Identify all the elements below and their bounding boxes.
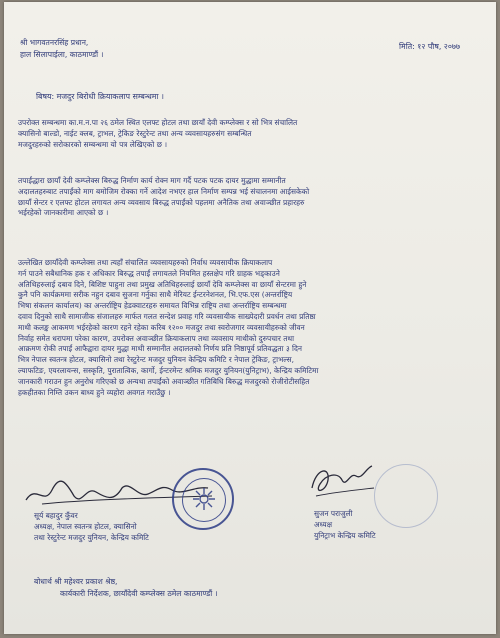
paragraph-3 <box>18 258 482 398</box>
paragraph-3-line: माथी कलङ्क आकमण भईरहेको कारण रहने रहेका करिब १२०० मजदुर तथा स्वरोजगार व्यवसायीहरुको जीवन <box>18 322 305 332</box>
letter-subject: बिषय: मजदुर बिरोधी क्रियाकलाप सम्बन्धमा । <box>36 92 164 101</box>
paragraph-1-line: उपरोक्त सम्बन्धमा का.म.न.पा २६ ठमेल स्थित एलफ्ट होटल तथा छायाँ देवी कम्प्लेक्स र सो भित्र संचालित <box>18 118 298 127</box>
letter-page <box>4 2 496 634</box>
recipient-name: श्री भागवतनरसिंह प्रधान, <box>20 38 89 47</box>
paragraph-3-line: दवाव दिनुको साथै सामाजीक संजालहरु मार्फत गलत सन्देश प्रवाह गरि व्यवसायीक साख्येदारी प्रवर्धन तथा प्रतिष्ठा <box>18 311 316 321</box>
signatory-right <box>314 508 376 541</box>
paragraph-1 <box>18 118 482 150</box>
paragraph-2-line: भईरहेको जानकारीमा आएको छ । <box>18 208 109 218</box>
cc-line-1: बोधार्थ श्री महेश्वर प्रकाश श्रेष्ठ, <box>34 577 118 586</box>
paragraph-2-line: छायाँ सेन्टर र एलफ्ट होटल लगायत अन्य व्यवसाय बिरुद्ध तपाईंको पहलमा अनैतिक तथा अवाञ्छीत प्रहारहरु <box>18 197 305 207</box>
paragraph-3-line: ल्याफटिङ, एयरलायन्स, सस्कृति, पुरातात्विक, कार्गो, ईन्टरमेन्ट श्रमिक मजदुर युनियन(युनिट्राभ), केन्द्रिय कमिटिमा <box>18 365 319 375</box>
paragraph-1-line: मजदुरहरुको सरोकारको सम्बन्धमा यो पत्र लेखिएको छ । <box>18 139 168 149</box>
signature-right <box>306 458 378 506</box>
paragraph-2 <box>18 176 482 219</box>
paragraph-3-line: भित्र नेपाल स्वतन्त्र होटल, क्यासिनो तथा रेस्टुरेन्ट मजदुर युनियन केन्द्रिय कमिटि र नेपाल ट्रेकिङ, ट्राभल्स, <box>18 355 295 365</box>
paragraph-3-line: गर्न पाउने सबैधानिक हक र अधिकार बिरुद्ध तपाईं लगायतले नियमित हस्तक्षेप गरि ग्राहक भड्काउने <box>18 268 280 278</box>
signatory-right-name: सुजन पराजुली <box>314 509 353 518</box>
faint-seal-icon <box>374 464 438 528</box>
paragraph-2-line: तपाईंद्धारा छायाँ देवी कम्प्लेक्स बिरुद्ध निर्माण कार्य रोक्न माग गर्दै पटक पटक दायर मुद्धामा सम्मानीत <box>18 176 286 185</box>
union-seal-icon <box>172 468 234 530</box>
cc-block <box>34 576 218 600</box>
paragraph-3-line: कुनै पनि कार्यक्रममा सरीक नहुन दबाव सुजना गर्नुका साथै मेरियट ईन्टरनेशनल, भि.एफ.एस (अन्तर्राष्ट्रिय <box>18 290 293 300</box>
signatory-right-org: युनिट्राभ केन्द्रिय कमिटि <box>314 531 376 540</box>
signatory-left-org: तथा रेस्टुरेन्ट मजदुर युनियन, केन्द्रिय कमिटि <box>34 533 149 542</box>
paragraph-3-line: निर्वाह समेत धरापमा परेका कारण, उपरोक्त अवाञ्छीत क्रियाकलाप तथा व्यवसाय माथीको दुरुपचार तथा <box>18 333 295 343</box>
paragraph-3-line: हकहीतका निम्ति उकन बाध्य हुने व्यहोरा अवगत गराउँछु । <box>18 387 171 397</box>
paragraph-3-line: भिषा संकलन कार्यालय) का अन्तर्राष्ट्रिय हेडक्वाटरहरु समायत विभिन्न राष्ट्रिय तथा अन्तर्राष्ट्रिय सम्बन्धमा <box>18 301 287 311</box>
signatory-right-title: अध्यक्ष <box>314 520 333 529</box>
signatory-left-name: सूर्य बहादुर कुँवर <box>34 511 78 520</box>
letter-date: मिति: १२ पौष, २०७७ <box>399 42 460 51</box>
paragraph-3-line: आक्रमण रोकी तपाईं आफैद्वारा दायर मुद्धा माथी सम्मानीत अदालतको निर्णय प्रति निष्ठापूर्व प्रतिवद्धता ३ दिन <box>18 344 302 354</box>
paragraph-1-line: क्यासिनो बाल्डो, नाईट क्लब, ट्राभल, ट्रेकिङ रेस्टुरेन्ट तथा अन्य व्यवसायहरुसंग सम्बन्धित <box>18 128 252 138</box>
paragraph-3-line: उल्लेखित छायाँदेवी कम्प्लेक्स तथा त्यहाँ संचालित व्यवसायहरुको निर्वाध व्यवसायीक क्रियाकलाप <box>18 258 273 267</box>
cc-line-2: कार्यकारी निर्देशक, छायाँदेवी कम्प्लेक्स ठमेल काठमाण्डौं । <box>60 589 218 598</box>
signatory-left-title: अध्यक्ष, नेपाल स्वतन्त्र होटल, क्यासिनो <box>34 522 137 531</box>
paragraph-3-line: जानकारी गराउन हुन अनुरोध गरिएको छ अन्यथा तपाईंको अवाञ्छीत गतिबिधि बिरुद्ध मजदुरको रोजीरोटीसहित <box>18 376 310 386</box>
paragraph-3-line: अतिथिहरुलाई दबाव दिने, बिशिष्ट पाहुना तथा प्रमुख अतिथिहरुलाई छायाँ देवि कम्प्लेक्स वा छायाँ सेन्टरमा हुने <box>18 279 307 289</box>
paragraph-2-line: अदालतहरुबाट तपाईंको माग बमोजिम रोक्का गर्ने आदेश नभएर हाल निर्माण सम्पन्न भई संचालनमा आईसकेको <box>18 186 310 196</box>
signatory-left <box>34 510 149 543</box>
recipient-address: हाल सिलापाईला, काठमाण्डौं । <box>20 50 104 59</box>
